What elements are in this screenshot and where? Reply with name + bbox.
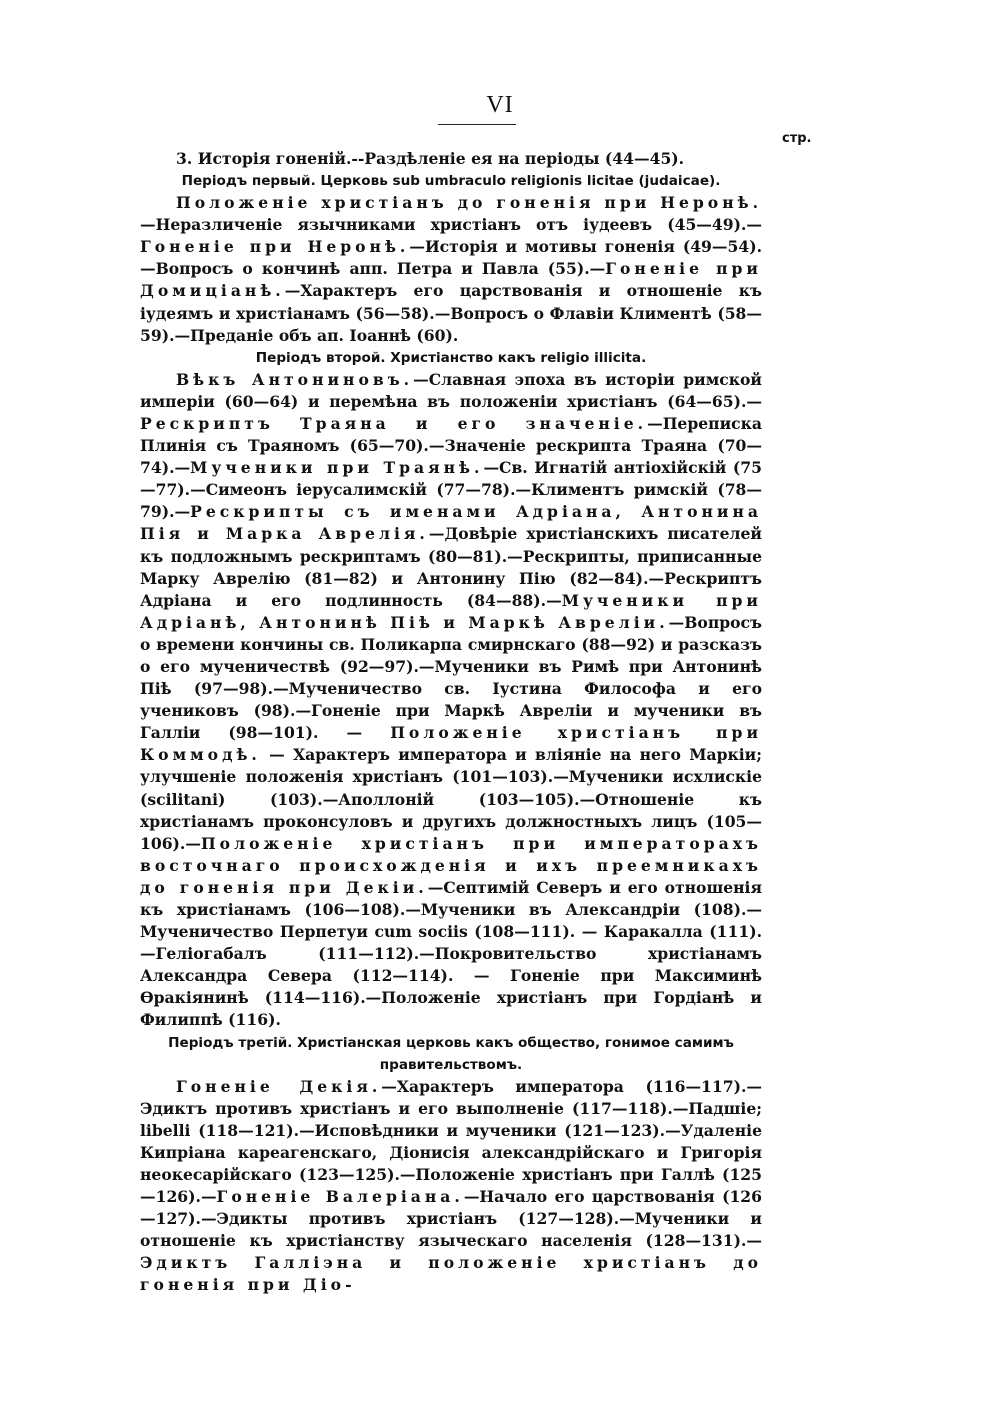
topic-title: Мученики при Адріанѣ, Антонинѣ Піѣ и Маркѣ Авреліи. xyxy=(140,590,762,632)
topic-title: Рескрипты съ именами Адріана, Антонина Пія и Марка Аврелія. xyxy=(140,502,762,544)
topic-text: —Характеръ его царствованія и отношеніе къ іудеямъ и христіанамъ (56—58).—Вопросъ о Флавіи Климентѣ (58—59).—Преданіе объ ап. Іоаннѣ (60). xyxy=(140,281,762,345)
topic-text: —Славная эпоха въ исторіи римской имперіи (60—64) и перемѣна въ положеніи христіанъ (64—65).— xyxy=(140,369,762,411)
period-title-2: Періодъ второй. Христіанство какъ religio illicita. xyxy=(255,349,647,366)
page-number: VI xyxy=(486,92,514,118)
column-label: стр. xyxy=(782,131,812,146)
section-heading: 3. Исторія гоненій.--Раздѣленіе ея на періоды (44—45). xyxy=(176,149,685,168)
topic-title: Рескриптъ Траяна и его значеніе. xyxy=(140,413,648,433)
topic-title: Гоненіе Валеріана. xyxy=(216,1187,464,1207)
page-number-rule xyxy=(438,124,516,125)
period-paragraph-1 xyxy=(140,192,762,347)
topic-title: Гоненіе при Домиціанѣ. xyxy=(140,259,762,301)
topic-title: Вѣкъ Антониновъ. xyxy=(176,369,414,389)
topic-text: —Неразличеніе язычниками христіанъ отъ іудеевъ (45—49).— xyxy=(140,215,762,235)
topic-title: Положеніе христіанъ при императорахъ восточнаго происхожденія и ихъ преемникахъ до гоненія при Декіи. xyxy=(140,833,762,897)
topic-title: Эдиктъ Галліэна и положеніе христіанъ до гоненія при Діо- xyxy=(140,1253,762,1295)
topic-title: Положеніе христіанъ при Коммодѣ. xyxy=(140,723,763,765)
topic-title: Гоненіе при Неронѣ. xyxy=(140,237,410,257)
period-paragraph-3 xyxy=(140,1076,762,1297)
period-title-3: Періодъ третій. Христіанская церковь какъ общество, гонимое самимъ правительствомъ. xyxy=(168,1034,734,1073)
topic-text: —Септимій Северъ и его отношенія къ христіанамъ (106—108).—Мученики въ Александріи (108).—Мученичество Перпетуи cum sociis (108—111). — Каракалла (111).—Геліогабалъ (111—112).—Покровительство христіанамъ Александра Севера (112—114). — Гоненіе при Максиминѣ Ѳракіянинѣ (114—116).—Положеніе христіанъ при Гордіанѣ и Филиппѣ (116). xyxy=(140,877,762,1030)
topic-text: —Исторія и мотивы гоненія (49—54).—Вопросъ о кончинѣ апп. Петра и Павла (55).— xyxy=(140,237,762,279)
topic-title: Положеніе христіанъ до гоненія при Неронѣ. xyxy=(176,193,762,213)
topic-title: Гоненіе Декія. xyxy=(176,1076,382,1096)
topic-text: —Св. Игнатій антіохійскій (75—77).—Симеонъ іерусалимскій (77—78).—Климентъ римскій (78—79).— xyxy=(140,458,762,522)
topic-text: —Вопросъ о времени кончины св. Поликарпа смирнскаго (88—92) и разсказъ о его мученичествѣ (92—97).—Мученики въ Римѣ при Антонинѣ Піѣ (97—98).—Мученичество св. Іустина Философа и его учениковъ (98).—Гоненіе при Маркѣ Авреліи и мученики въ Галліи (98—101). — xyxy=(140,612,762,743)
topic-text: —Начало его царствованія (126—127).—Эдикты противъ христіанъ (127—128).—Мученики и отношеніе къ христіанству языческаго населенія (128—131).— xyxy=(140,1187,762,1251)
table-of-contents-body xyxy=(140,148,762,1297)
topic-text: —Характеръ императора (116—117).—Эдиктъ противъ христіанъ и его выполненіе (117—118).—Падшіе; libelli (118—121).—Исповѣдники и мученики (121—123).—Удаленіе Кипріана кареагенскаго, Діонисія александрійскаго и Григорія неокесарійскаго (123—125).—Положеніе христіанъ при Галлѣ (125—126).— xyxy=(140,1076,762,1207)
topic-title: Мученики при Траянѣ. xyxy=(190,458,484,478)
period-title-1: Періодъ первый. Церковь sub umbraculo religionis licitae (judaicae). xyxy=(181,173,721,190)
topic-text: —Довѣріе христіанскихъ писателей къ подложнымъ рескриптамъ (80—81).—Рескрипты, приписанные Марку Аврелію (81—82) и Антонину Пію (82—84).—Рескриптъ Адріана и его подлинность (84—88).— xyxy=(140,524,762,610)
topic-text: — Характеръ императора и вліяніе на него Маркіи; улучшеніе положенія христіанъ (101—103).—Мученики исхлискіе (scilitani) (103).—Аполлоній (103—105).—Отношеніе къ христіанамъ проконсуловъ и другихъ должностныхъ лицъ (105—106).— xyxy=(140,745,762,853)
period-paragraph-2 xyxy=(140,369,762,1032)
topic-text: —Переписка Плинія съ Траяномъ (65—70).—Значеніе рескрипта Траяна (70—74).— xyxy=(140,413,762,478)
